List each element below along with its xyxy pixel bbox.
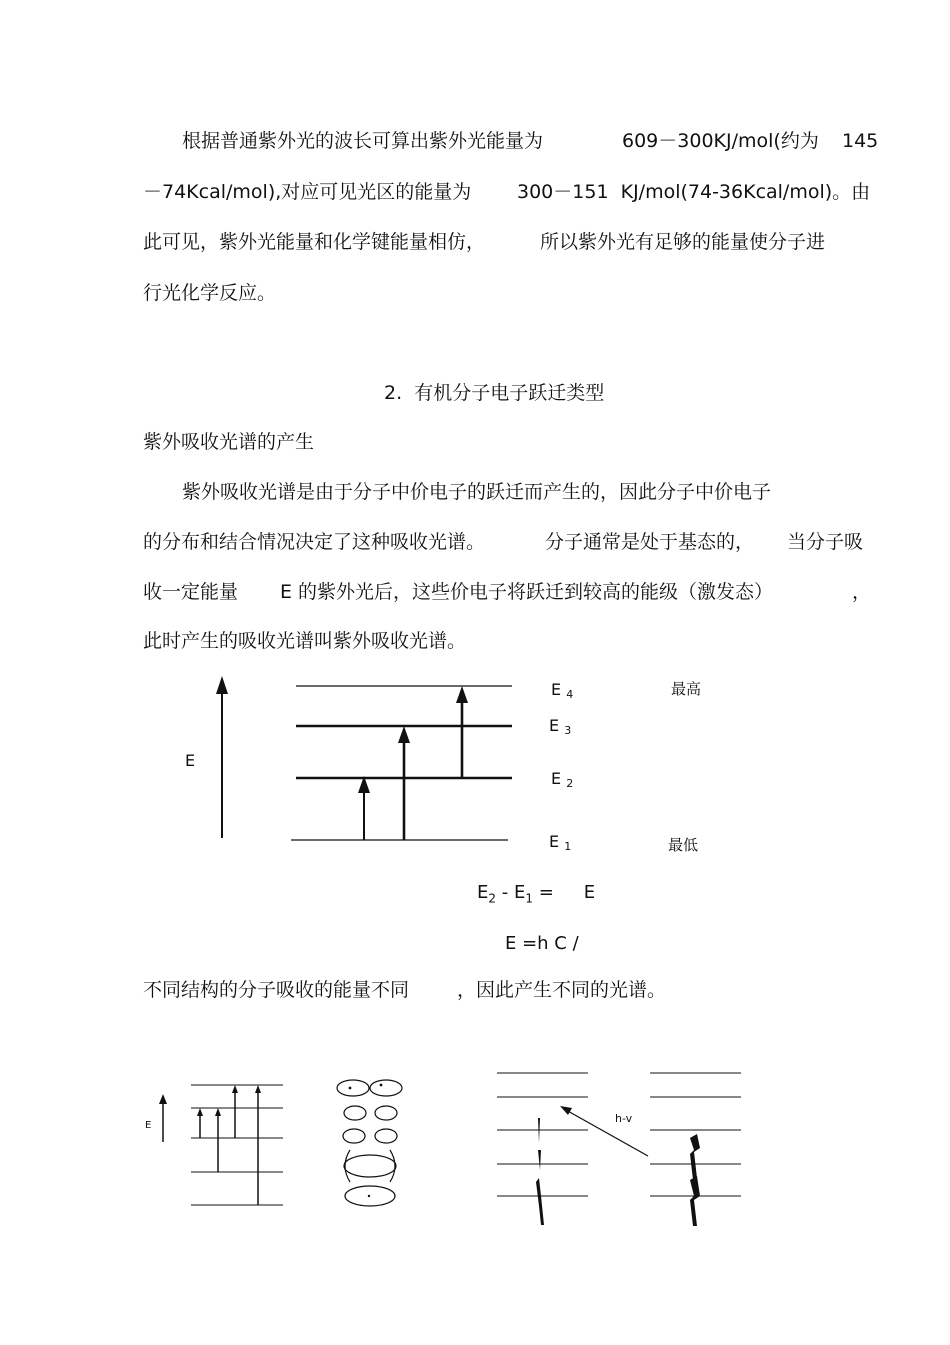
para2-line3a: 收一定能量 xyxy=(143,581,239,603)
photon-arrow-head xyxy=(560,1106,572,1115)
orbital-pi-right xyxy=(375,1129,397,1143)
para1-line3b: 所以紫外光有足够的能量使分子进 xyxy=(540,231,826,253)
orbital-dot-1 xyxy=(349,1087,352,1090)
figure1-label-e2: E $_2$ xyxy=(551,769,574,790)
para1-line3a: 此可见，紫外光能量和化学键能量相仿， xyxy=(143,231,486,253)
fig2-transition-1-head xyxy=(197,1108,203,1116)
orbital-p-left xyxy=(344,1106,366,1120)
para2-line3b: E 的紫外光后，这些价电子将跃迁到较高的能级（激发态） xyxy=(280,581,774,603)
para1-line2a: －74Kcal/mol),对应可见光区的能量为 xyxy=(143,181,472,203)
para2-line4: 此时产生的吸收光谱叫紫外吸收光谱。 xyxy=(143,630,467,652)
section-heading: 2. 有机分子电子跃迁类型 xyxy=(384,382,605,404)
fig2-transition-2-head xyxy=(215,1108,221,1116)
figure1-label-e1: E $_1$ xyxy=(549,832,572,853)
orbital-antibonding-left xyxy=(337,1080,369,1096)
section-subheading: 紫外吸收光谱的产生 xyxy=(143,431,315,453)
orbital-antibonding-right xyxy=(370,1080,402,1096)
para1-line1c: 145 xyxy=(842,130,879,152)
para2-line2a: 的分布和结合情况决定了这种吸收光谱。 xyxy=(143,531,486,553)
para1-line1b: 609－300KJ/mol(约为 xyxy=(622,130,819,152)
orbital-lobe-left xyxy=(345,1150,350,1182)
orbital-lobe-right xyxy=(390,1150,395,1182)
equation-energy-difference: $E_2 - E_1 = E$ xyxy=(477,882,596,906)
orbital-shapes xyxy=(337,1080,402,1206)
figure1-label-e4: E $_4$ xyxy=(551,680,574,701)
para1-line2b: 300－151 KJ/mol(74-36Kcal/mol)。由 xyxy=(517,181,871,203)
figure2-photon-label: h-v xyxy=(615,1112,633,1125)
orbital-dot-3 xyxy=(368,1195,370,1197)
orbital-p-right xyxy=(375,1106,397,1120)
orbital-pi-bonding xyxy=(344,1155,396,1177)
ground-state-levels xyxy=(497,1073,588,1196)
equation-planck: E =h C / xyxy=(505,933,579,954)
para2-line2b: 分子通常是处于基态的， xyxy=(545,531,755,553)
para2-line1: 紫外吸收光谱是由于分子中价电子的跃迁而产生的，因此分子中价电子 xyxy=(182,481,772,503)
electron-spins-ground xyxy=(536,1118,544,1225)
para2-line3c: ， xyxy=(852,581,872,603)
fig2-transition-4-head xyxy=(255,1085,261,1093)
figure2-axis-head xyxy=(159,1094,167,1104)
figure1-label-highest: 最高 xyxy=(671,680,702,698)
orbital-pi-left xyxy=(343,1129,365,1143)
fig2-transition-3-head xyxy=(232,1085,238,1093)
orbital-dot-2 xyxy=(380,1084,383,1087)
figure1-label-lowest: 最低 xyxy=(668,836,699,854)
para3-line1a: 不同结构的分子吸收的能量不同 xyxy=(143,979,410,1001)
figure1-label-e3: E $_3$ xyxy=(549,716,572,737)
figure1-axis-label: E xyxy=(185,751,196,770)
para1-line4: 行光化学反应。 xyxy=(143,282,277,304)
figure2-axis-label: E xyxy=(145,1120,152,1131)
photon-arrow xyxy=(566,1110,648,1156)
electron-spins-excited xyxy=(690,1134,700,1226)
para3-line1b: ，因此产生不同的光谱。 xyxy=(457,979,667,1001)
para1-line1a: 根据普通紫外光的波长可算出紫外光能量为 xyxy=(182,130,544,152)
para2-line2c: 当分子吸 xyxy=(787,531,864,553)
